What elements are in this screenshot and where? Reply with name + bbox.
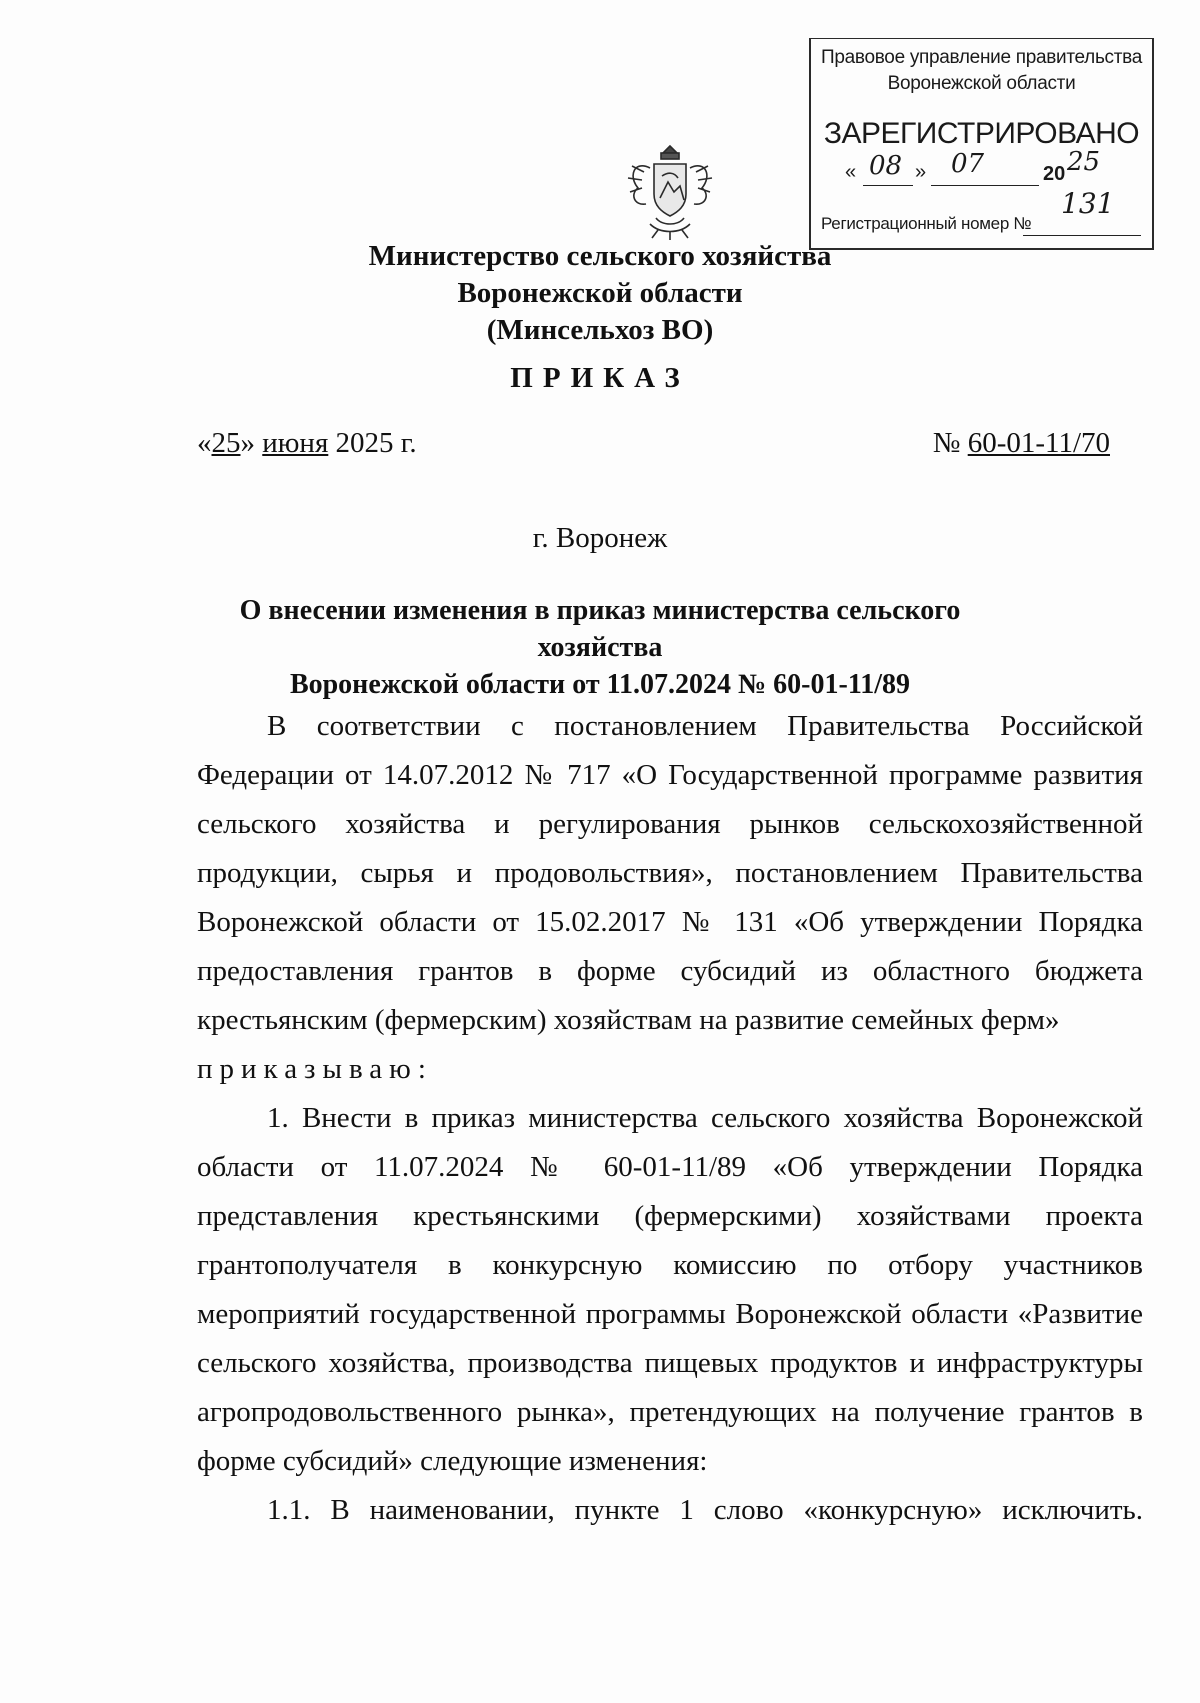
subject-line2: Воронежской области от 11.07.2024 № 60-01-11/89 xyxy=(289,669,911,700)
body-paragraph-item1-1: 1.1. В наименовании, пункте 1 слово «конкурсную» исключить. xyxy=(267,1494,1143,1526)
stamp-regnum: 131 xyxy=(1061,187,1115,220)
order-date xyxy=(197,427,417,460)
stamp-month: 07 xyxy=(951,149,985,179)
date-month: июня xyxy=(262,427,329,459)
document-type-title: ПРИКАЗ xyxy=(510,362,690,394)
stamp-authority-line2: Воронежской области xyxy=(887,73,1076,94)
stamp-year-prefix: 20 xyxy=(1043,163,1066,185)
organization-name xyxy=(180,238,1020,349)
number-prefix: № xyxy=(932,427,961,459)
order-subject xyxy=(180,592,1020,703)
order-number xyxy=(933,427,1110,460)
stamp-authority-line1: Правовое управление правительства xyxy=(820,47,1142,68)
date-day: 25 xyxy=(211,427,241,459)
stamp-regnum-label: Регистрационный номер № xyxy=(821,214,1032,233)
date-quote-close: » xyxy=(240,427,255,459)
registration-stamp: Правовое управление правительства Воронежской области ЗАРЕГИСТРИРОВАНО « 08 » 07 20 25 Регистрационный номер № 131 xyxy=(809,38,1154,250)
body-paragraph-preamble: В соответствии с постановлением Правительства Российской Федерации от 14.07.2012 № 717 «О Государственной программе развития сельского хозяйства и регулирования рынков сельскохозяйственной продукции, сырья и продовольствия», постановлением Правительства Воронежской области от 15.02.2017 № 131 «Об утверждении Порядка предоставления грантов в форме субсидий из областного бюджета крестьянским (фермерским) хозяйствам на развитие семейных ферм» xyxy=(197,710,1143,1036)
city-line: г. Воронеж xyxy=(532,522,668,554)
stamp-year-suffix: 25 xyxy=(1067,147,1101,177)
number-value: 60-01-11/70 xyxy=(967,427,1110,459)
date-year: 2025 г. xyxy=(335,427,417,459)
subject-line1: О внесении изменения в приказ министерства сельского хозяйства xyxy=(239,595,961,663)
org-line3: (Минсельхоз ВО) xyxy=(486,314,714,346)
org-line2: Воронежской области xyxy=(457,277,743,309)
body-paragraph-item1: 1. Внести в приказ министерства сельского хозяйства Воронежской области от 11.07.2024 № 60-01-11/89 «Об утверждении Порядка представления крестьянскими (фермерскими) хозяйствами проекта грантополучателя в конкурсную комиссию по отбору участников мероприятий государственной программы Воронежской области «Развитие сельского хозяйства, производства пищевых продуктов и инфраструктуры агропродовольственного рынка», претендующих на получение грантов в форме субсидий» следующие изменения: xyxy=(197,1102,1143,1477)
coat-of-arms-emblem xyxy=(620,142,720,242)
stamp-registered-label: ЗАРЕГИСТРИРОВАНО xyxy=(823,117,1140,150)
stamp-day: 08 xyxy=(869,151,903,181)
org-line1: Министерство сельского хозяйства xyxy=(368,240,832,272)
date-quote-open: « xyxy=(197,427,212,459)
order-body xyxy=(197,702,1143,1535)
body-order-word: приказываю: xyxy=(197,1053,433,1085)
